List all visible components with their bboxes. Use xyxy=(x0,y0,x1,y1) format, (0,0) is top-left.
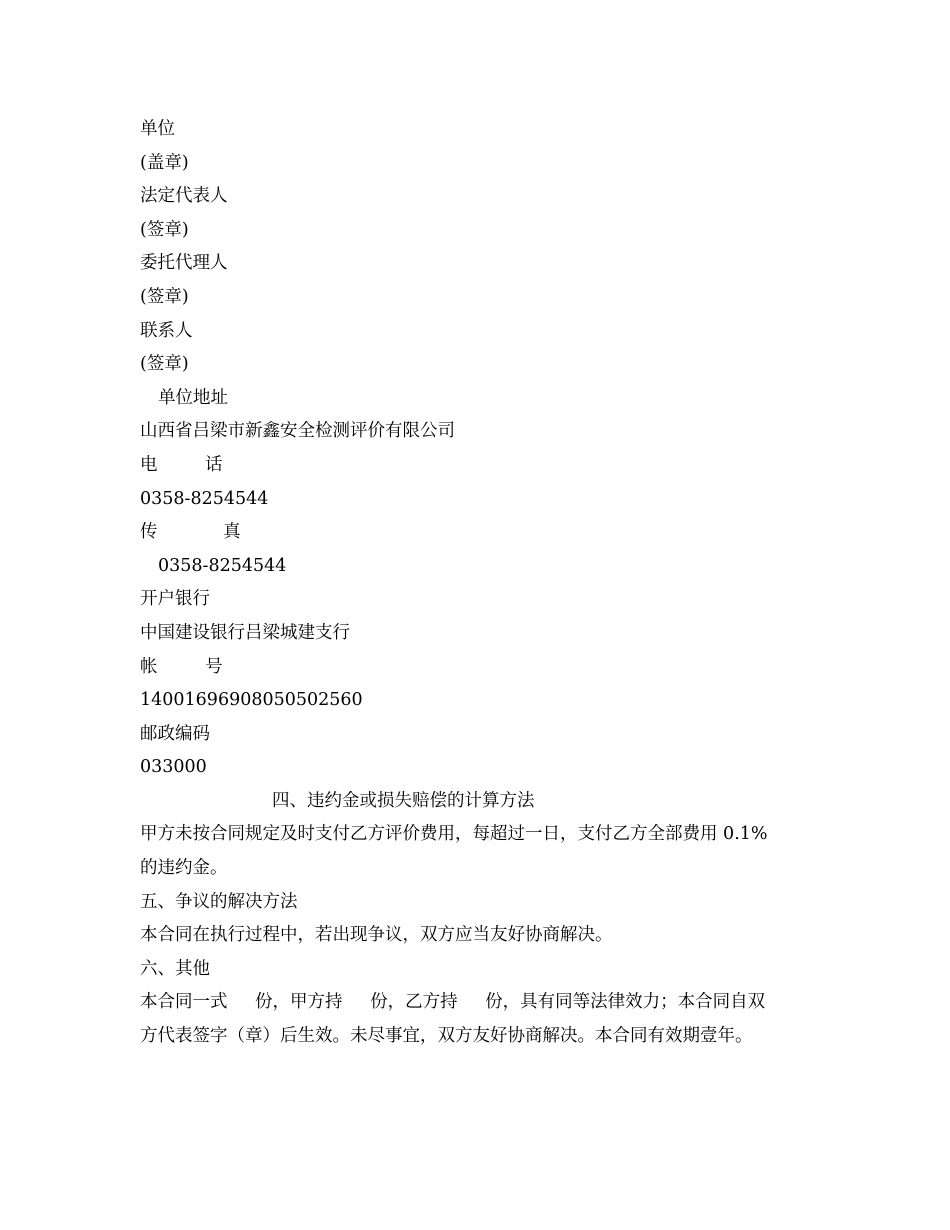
fax-value: 0358-8254544 xyxy=(158,555,287,576)
section6-line2: 方代表签字（章）后生效。未尽事宜，双方友好协商解决。本合同有效期壹年。 xyxy=(140,1026,753,1047)
account-label: 帐 号 xyxy=(140,656,223,677)
legal-rep-sign-note: (签章) xyxy=(140,219,189,240)
bank-value: 中国建设银行吕梁城建支行 xyxy=(140,622,350,643)
section6-heading: 六、其他 xyxy=(140,958,210,979)
section5-heading: 五、争议的解决方法 xyxy=(140,891,298,912)
agent-sign-note: (签章) xyxy=(140,286,189,307)
account-value: 14001696908050502560 xyxy=(140,690,363,711)
agent-label: 委托代理人 xyxy=(140,253,228,274)
phone-label: 电 话 xyxy=(140,454,223,475)
postcode-value: 033000 xyxy=(140,757,207,778)
unit-label: 单位 xyxy=(140,119,175,139)
postcode-label: 邮政编码 xyxy=(140,723,210,744)
section5-body: 本合同在执行过程中，若出现争议，双方应当友好协商解决。 xyxy=(140,925,613,946)
address-value: 山西省吕梁市新鑫安全检测评价有限公司 xyxy=(140,421,455,442)
unit-seal-note: (盖章) xyxy=(140,152,189,173)
document-body xyxy=(140,113,820,1054)
phone-value: 0358-8254544 xyxy=(140,488,269,509)
section4-line1: 甲方未按合同规定及时支付乙方评价费用，每超过一日，支付乙方全部费用 0.1% xyxy=(140,824,768,845)
address-label: 单位地址 xyxy=(158,387,228,408)
section6-line1: 本合同一式 份，甲方持 份，乙方持 份，具有同等法律效力；本合同自双 xyxy=(140,992,766,1013)
fax-label: 传 真 xyxy=(140,522,241,543)
bank-label: 开户银行 xyxy=(140,589,210,610)
legal-rep-label: 法定代表人 xyxy=(140,186,228,207)
section4-line2: 的违约金。 xyxy=(140,858,228,879)
contact-label: 联系人 xyxy=(140,320,193,341)
contact-sign-note: (签章) xyxy=(140,354,189,375)
section4-heading: 四、违约金或损失赔偿的计算方法 xyxy=(272,790,535,811)
